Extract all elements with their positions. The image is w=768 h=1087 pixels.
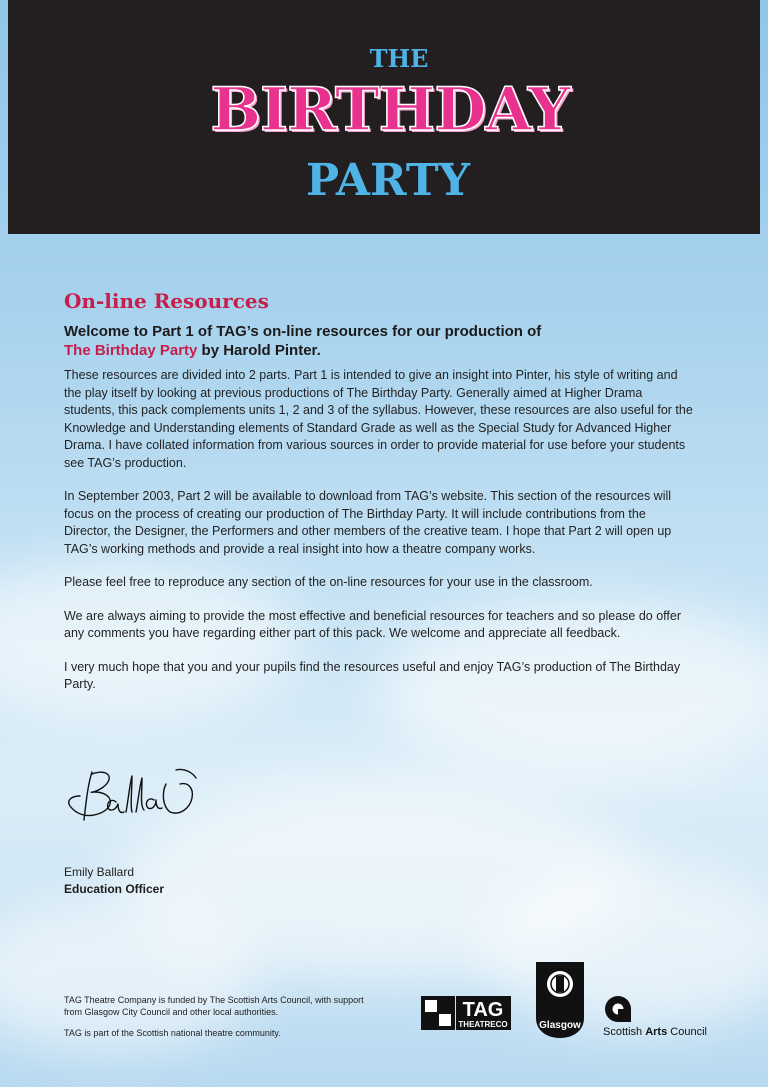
- paragraph-text: . Generally aimed at Higher Drama students, this pack complements units 1, 2 and 3 of the syllabus. However, these resources are also useful for the Knowledge and Understanding elements of Standard Grade as well as the Special Study for Advanced Higher Drama. I have collated information from various sources in order to provide material for use before your students see TAG’s production.: [64, 385, 693, 470]
- play-title-ref: The Birthday Party: [64, 659, 681, 691]
- paragraph-text: In September 2003, Part 2 will be available to download from TAG’s website. This section of the resources will focus on the process of creating our production of: [64, 489, 672, 521]
- tag-logo-subtext: THEATRECO: [458, 1020, 508, 1029]
- paragraph-intro: [64, 367, 694, 472]
- paragraph-part2: [64, 488, 694, 558]
- title-banner: [8, 0, 760, 234]
- title-party: PARTY: [306, 155, 470, 206]
- scottish-arts-council-logo: [600, 994, 710, 1040]
- title-the: THE: [369, 44, 429, 73]
- signatory-role: Education Officer: [64, 882, 165, 896]
- sac-logo-text: [600, 1026, 710, 1038]
- paragraph-text: I very much hope that you and your pupils find the resources useful and enjoy TAG’s production of: [64, 659, 610, 674]
- signatory-name: Emily Ballard: [64, 865, 135, 879]
- sac-word-arts: Arts: [645, 1026, 668, 1038]
- signature-image: [58, 762, 218, 834]
- welcome-play-title: The Birthday Party: [64, 342, 198, 359]
- play-title-ref: The Birthday Party: [341, 506, 445, 521]
- funding-text: TAG Theatre Company is funded by The Scottish Arts Council, with support from Glasgow City Council and other local authorities.: [64, 995, 364, 1017]
- paragraph-reproduce: Please feel free to reproduce any section of the on-line resources for your use in the classroom.: [64, 575, 593, 589]
- welcome-subheading: [64, 322, 694, 360]
- glasgow-logo: [534, 962, 586, 1038]
- title-birthday: BIRTHDAY: [210, 75, 570, 145]
- sac-word-council: Council: [667, 1026, 707, 1038]
- welcome-line1: Welcome to Part 1 of TAG’s on-line resources for our production of: [64, 323, 542, 340]
- page-heading: On-line Resources: [64, 289, 269, 313]
- tag-theatre-logo: [421, 996, 511, 1030]
- paragraph-text: . It will include contributions from the Director, the Designer, the Performers and other members of the creative team. I hope that Part 2 will open up TAG’s working methods and provide a real insight into how a theatre company works.: [64, 506, 672, 556]
- community-text: TAG is part of the Scottish national theatre community.: [64, 1028, 281, 1038]
- paragraph-text: .: [92, 677, 96, 691]
- welcome-line2: by Harold Pinter.: [197, 342, 321, 359]
- funding-note: [64, 994, 384, 1048]
- paragraph-feedback: We are always aiming to provide the most effective and beneficial resources for teachers and so please do offer any comments you have regarding either part of this pack. We welcome and appreciate all feedback.: [64, 608, 682, 640]
- sac-word-scottish: Scottish: [603, 1026, 646, 1038]
- paragraph-text: These resources are divided into 2 parts. Part 1 is intended to give an insight into Pinter, his style of writing and the play itself by looking at previous productions of: [64, 368, 678, 400]
- sac-emblem-icon: [600, 994, 710, 1024]
- tag-logo-text: TAG: [462, 999, 504, 1021]
- play-title-ref: The Birthday Party: [346, 385, 450, 400]
- paragraph-closing: [64, 659, 694, 694]
- glasgow-logo-text: Glasgow: [539, 1020, 581, 1031]
- main-content: [64, 290, 694, 710]
